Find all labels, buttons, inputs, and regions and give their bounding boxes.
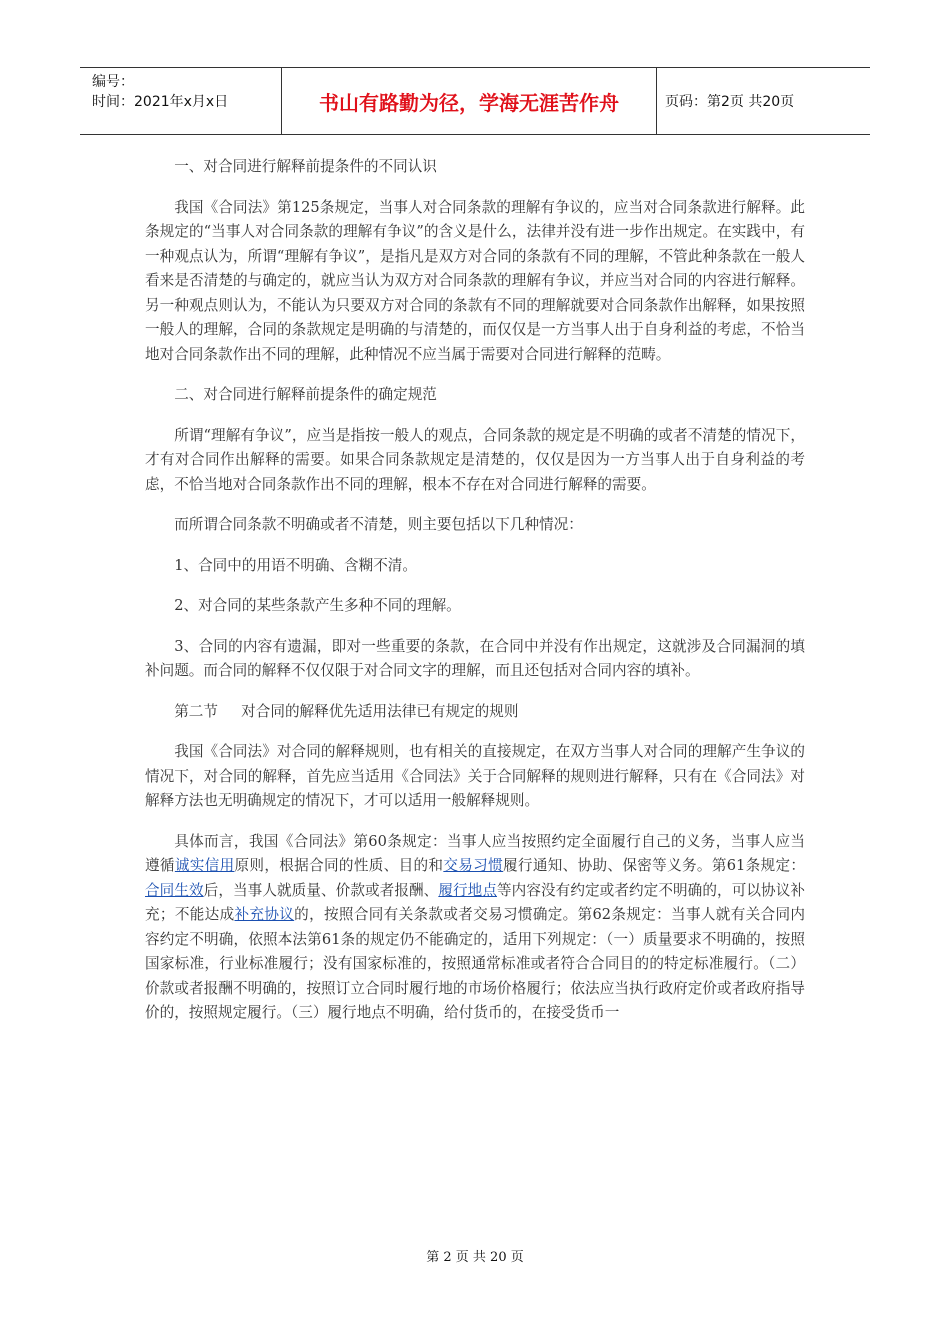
link-good-faith[interactable]: 诚实信用 (174, 857, 235, 874)
list-item-3: 3、合同的内容有遗漏，即对一些重要的条款，在合同中并没有作出规定，这就涉及合同漏洞的填补问题。而合同的解释不仅仅限于对合同文字的理解，而且还包括对合同内容的填补。 (145, 637, 805, 679)
paragraph-8-text-f: 的，按照合同有关条款或者交易习惯确定。第62条规定：当事人就有关合同内容约定不明确，依照本法第61条的规定仍不能确定的，适用下列规定：（一）质量要求不明确的，按照国家标准，行业标准履行；没有国家标准的，按照通常标准或者符合合同目的的特定标准履行。（二）价款或者报酬不明确的，按照订立合同时履行地的市场价格履行；依法应当执行政府定价或者政府指导价的，按照规定履行。（三）履行地点不明确，给付货币的，在接受货币一 (145, 906, 805, 1021)
page-header (80, 67, 870, 135)
paragraph-1: 我国《合同法》第125条规定，当事人对合同条款的理解有争议的，应当对合同条款进行解释。此条规定的“当事人对合同条款的理解有争议”的含义是什么，法律并没有进一步作出规定。在实践中，有一种观点认为，所谓“理解有争议”，是指凡是双方对合同的条款有不同的理解，不管此种条款在一般人看来是否清楚的与确定的，就应当认为双方对合同条款的理解有争议，并应当对合同的内容进行解释。另一种观点则认为，不能认为只要双方对合同的条款有不同的理解就要对合同条款作出解释，如果按照一般人的理解，合同的条款规定是明确的与清楚的，而仅仅是一方当事人出于自身利益的考虑，不恰当地对合同条款作出不同的理解，此种情况不应当属于需要对合同进行解释的范畴。 (145, 198, 805, 363)
paragraph-7: 我国《合同法》对合同的解释规则，也有相关的直接规定，在双方当事人对合同的理解产生争议的情况下，对合同的解释，首先应当适用《合同法》关于合同解释的规则进行解释，只有在《合同法》对解释方法也无明确规定的情况下，才可以适用一般解释规则。 (145, 743, 805, 809)
list-item-1: 1、合同中的用语不明确、含糊不清。 (174, 556, 417, 574)
paragraph-2: 所谓“理解有争议”，应当是指按一般人的观点，合同条款的规定是不明确的或者不清楚的情况下，才有对合同作出解释的需要。如果合同条款规定是清楚的，仅仅是因为一方当事人出于自身利益的考虑，不恰当地对合同条款作出不同的理解，根本不存在对合同进行解释的需要。 (145, 426, 805, 493)
paragraph-8-text-b: 原则，根据合同的性质、目的和 (234, 857, 444, 874)
paragraph-8-text-c: 履行通知、协助、保密等义务。第61条规定： (503, 857, 805, 874)
paragraph-8-text-a: 具体而言，我国《合同法》第60条规定：当事人应当按照约定全面履行自己的义务，当事人应当遵循 (145, 832, 805, 874)
link-supplementary-agreement[interactable]: 补充协议 (234, 906, 295, 923)
link-trade-custom[interactable]: 交易习惯 (443, 857, 504, 874)
paragraph-8 (145, 830, 805, 1026)
paragraph-8-text-d: 后，当事人就质量、价款或者报酬、 (203, 881, 439, 899)
header-motto: 书山有路勤为径，学海无涯苦作舟 (281, 68, 657, 134)
list-item-2: 2、对合同的某些条款产生多种不同的理解。 (174, 597, 461, 614)
section-heading-3: 第二节 对合同的解释优先适用法律已有规定的规则 (174, 702, 519, 720)
header-page-number: 页码：第2页 共20页 (665, 94, 795, 110)
section-heading-1: 一、对合同进行解释前提条件的不同认识 (174, 158, 437, 175)
document-body (145, 155, 805, 1042)
document-number-label: 编号： (92, 74, 134, 90)
document-time-label: 时间：2021年x月x日 (92, 94, 229, 110)
paragraph-8-text-e: 等内容没有约定或者约定不明确的，可以协议补充；不能达成 (145, 881, 805, 923)
page-footer: 第 2 页 共 20 页 (426, 1250, 524, 1265)
section-heading-2: 二、对合同进行解释前提条件的确定规范 (174, 386, 437, 403)
paragraph-3: 而所谓合同条款不明确或者不清楚，则主要包括以下几种情况： (174, 516, 583, 533)
link-place-of-performance[interactable]: 履行地点 (438, 881, 498, 899)
link-contract-effect[interactable]: 合同生效 (145, 881, 204, 899)
header-meta (80, 68, 281, 134)
